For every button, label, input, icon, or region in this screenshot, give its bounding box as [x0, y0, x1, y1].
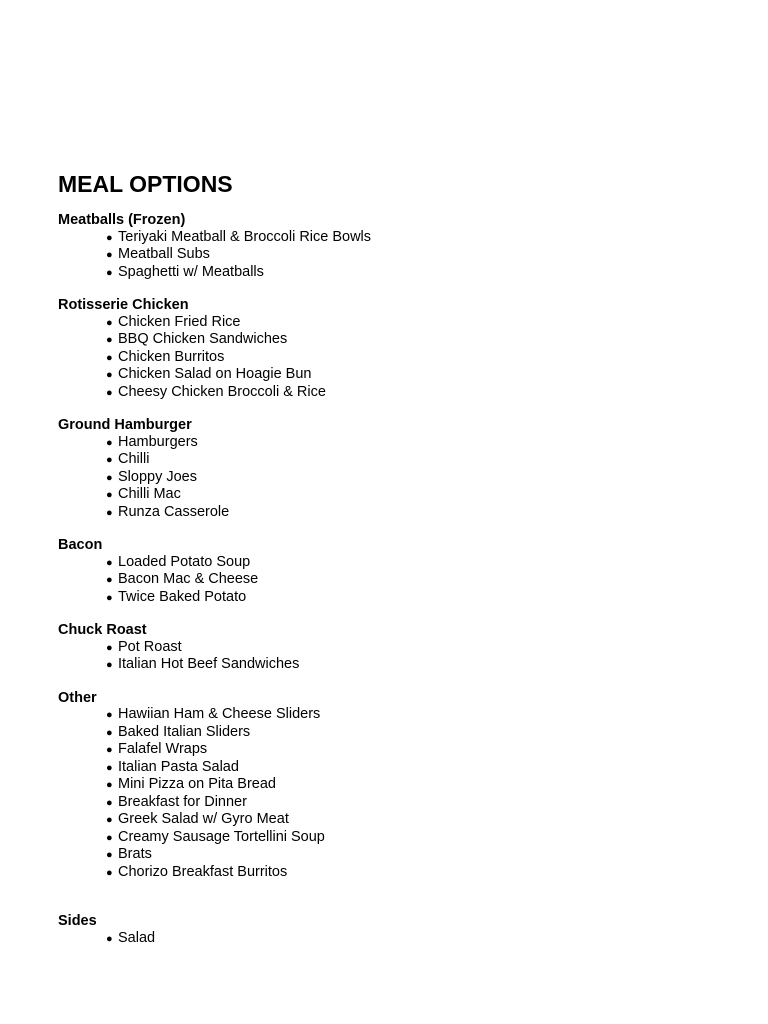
list-item — [106, 776, 738, 794]
meal-list — [58, 314, 738, 402]
list-item — [106, 724, 738, 742]
list-item — [106, 349, 738, 367]
bullet-icon: ● — [106, 591, 113, 604]
list-item-label: Chilli — [118, 451, 150, 467]
bullet-icon: ● — [106, 831, 113, 844]
meal-list — [58, 639, 738, 674]
list-item — [106, 741, 738, 759]
bullet-icon: ● — [106, 709, 113, 721]
list-item-label: Italian Pasta Salad — [118, 758, 239, 775]
section-heading: Rotisserie Chicken — [58, 297, 189, 313]
bullet-icon: ● — [106, 932, 113, 945]
section-heading: Ground Hamburger — [58, 417, 192, 433]
list-item-label: Meatball Subs — [118, 246, 210, 262]
list-item-label: Runza Casserole — [118, 503, 230, 520]
bullet-icon: ● — [106, 471, 113, 484]
bullet-icon: ● — [106, 574, 113, 586]
list-item — [106, 846, 738, 864]
list-item-label: Sloppy Joes — [118, 468, 197, 485]
bullet-icon: ● — [106, 386, 113, 399]
list-item — [106, 554, 738, 572]
list-item-label: Spaghetti w/ Meatballs — [118, 263, 264, 280]
list-item — [106, 930, 738, 948]
bullet-icon: ● — [106, 316, 113, 329]
list-item-label: Salad — [118, 929, 156, 946]
bullet-icon: ● — [106, 796, 113, 809]
meal-list — [58, 930, 738, 948]
list-item-label: Italian Hot Beef Sandwiches — [118, 656, 300, 672]
meal-list — [58, 434, 738, 522]
list-item-label: Teriyaki Meatball & Broccoli Rice Bowls — [118, 228, 372, 245]
list-item — [106, 811, 738, 829]
list-item — [106, 246, 738, 264]
list-item — [106, 571, 738, 589]
list-item — [106, 656, 738, 674]
list-item — [106, 794, 738, 812]
list-item — [106, 504, 738, 522]
bullet-icon: ● — [106, 266, 113, 279]
meal-section — [58, 297, 738, 401]
list-item-label: BBQ Chicken Sandwiches — [118, 331, 288, 347]
list-item — [106, 469, 738, 487]
bullet-icon: ● — [106, 334, 113, 346]
list-item — [106, 706, 738, 724]
list-item — [106, 366, 738, 384]
bullet-icon: ● — [106, 779, 113, 791]
list-item — [106, 759, 738, 777]
list-item — [106, 589, 738, 607]
meal-section — [58, 913, 738, 947]
page-title: MEAL OPTIONS — [58, 171, 233, 197]
list-item-label: Chicken Fried Rice — [118, 313, 241, 330]
list-item-label: Twice Baked Potato — [118, 588, 247, 605]
list-item — [106, 314, 738, 332]
section-heading: Sides — [58, 913, 97, 929]
bullet-icon: ● — [106, 761, 113, 774]
list-item — [106, 864, 738, 882]
list-item-label: Loaded Potato Soup — [118, 553, 251, 570]
list-item-label: Falafel Wraps — [118, 741, 208, 757]
list-item — [106, 434, 738, 452]
list-item — [106, 486, 738, 504]
list-item-label: Pot Roast — [118, 638, 182, 655]
list-item-label: Chilli Mac — [118, 486, 181, 502]
bullet-icon: ● — [106, 351, 113, 364]
meal-section — [58, 690, 738, 882]
meal-list — [58, 706, 738, 881]
list-item-label: Chorizo Breakfast Burritos — [118, 863, 288, 880]
bullet-icon: ● — [106, 556, 113, 569]
list-item-label: Mini Pizza on Pita Bread — [118, 776, 276, 792]
bullet-icon: ● — [106, 641, 113, 654]
bullet-icon: ● — [106, 659, 113, 671]
meal-section — [58, 622, 738, 674]
list-item-label: Cheesy Chicken Broccoli & Rice — [118, 383, 326, 400]
bullet-icon: ● — [106, 454, 113, 466]
list-item — [106, 639, 738, 657]
document-page — [58, 170, 738, 963]
list-item-label: Hawiian Ham & Cheese Sliders — [118, 706, 321, 722]
section-heading: Bacon — [58, 537, 103, 553]
bullet-icon: ● — [106, 726, 113, 739]
meal-list — [58, 554, 738, 607]
list-item — [106, 229, 738, 247]
meal-list — [58, 229, 738, 282]
section-heading: Chuck Roast — [58, 622, 147, 638]
list-item-label: Breakfast for Dinner — [118, 793, 247, 810]
section-heading: Other — [58, 689, 97, 706]
bullet-icon: ● — [106, 436, 113, 449]
meal-section — [58, 537, 738, 606]
bullet-icon: ● — [106, 231, 113, 244]
meal-section — [58, 417, 738, 521]
list-item-label: Baked Italian Sliders — [118, 723, 251, 740]
meal-sections — [58, 212, 738, 947]
list-item-label: Chicken Salad on Hoagie Bun — [118, 366, 312, 382]
list-item-label: Bacon Mac & Cheese — [118, 571, 259, 587]
list-item — [106, 829, 738, 847]
bullet-icon: ● — [106, 744, 113, 756]
list-item — [106, 451, 738, 469]
list-item-label: Greek Salad w/ Gyro Meat — [118, 811, 289, 827]
list-item — [106, 264, 738, 282]
list-item-label: Chicken Burritos — [118, 348, 225, 365]
list-item-label: Hamburgers — [118, 433, 198, 450]
list-item — [106, 384, 738, 402]
bullet-icon: ● — [106, 249, 113, 261]
section-heading: Meatballs (Frozen) — [58, 212, 186, 228]
bullet-icon: ● — [106, 369, 113, 381]
bullet-icon: ● — [106, 506, 113, 519]
bullet-icon: ● — [106, 489, 113, 501]
list-item-label: Creamy Sausage Tortellini Soup — [118, 828, 325, 845]
bullet-icon: ● — [106, 814, 113, 826]
list-item-label: Brats — [118, 846, 152, 862]
bullet-icon: ● — [106, 849, 113, 861]
list-item — [106, 331, 738, 349]
meal-section — [58, 212, 738, 281]
bullet-icon: ● — [106, 866, 113, 879]
